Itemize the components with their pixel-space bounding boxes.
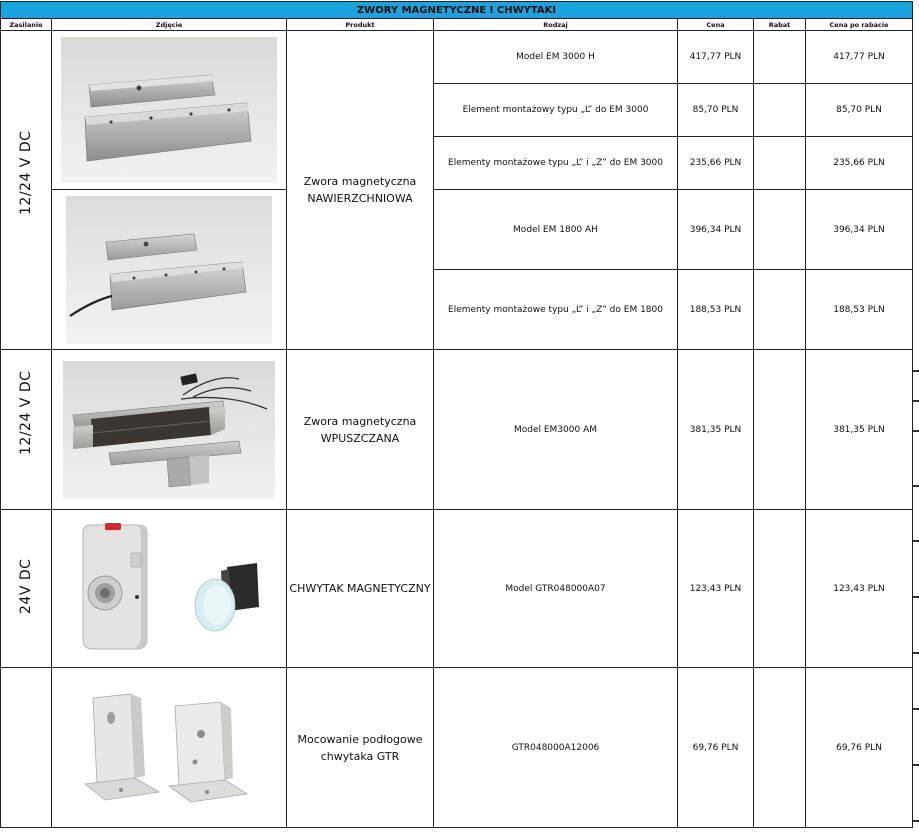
produkt-cell: [287, 31, 434, 350]
cena-po-rabacie-cell: 417,77 PLN: [806, 31, 913, 84]
produkt-name: Zwora magnetyczna: [303, 175, 417, 188]
cena-po-rabacie-cell: 381,35 PLN: [806, 350, 913, 510]
header-produkt: Produkt: [287, 19, 434, 31]
produkt-name: Zwora magnetyczna: [303, 414, 417, 428]
cena-cell: 188,53 PLN: [678, 270, 754, 350]
price-table: [0, 1, 913, 828]
table-row: [1, 350, 913, 510]
em3000am-image: [63, 361, 275, 499]
photo-cell: [52, 31, 287, 190]
rodzaj-cell: Elementy montażowe typu „L” i „Z” do EM 1800: [434, 270, 678, 350]
cena-cell: 69,76 PLN: [678, 668, 754, 828]
header-cena-po-rabacie: Cena po rabacie: [806, 19, 913, 31]
gtr-floor-bracket-image: [79, 692, 259, 804]
cena-cell: 417,77 PLN: [678, 31, 754, 84]
cena-cell: 381,35 PLN: [678, 350, 754, 510]
produkt-cell: [287, 668, 434, 828]
produkt-name: Mocowanie podłogowe: [297, 732, 423, 746]
photo-cell: [52, 190, 287, 350]
table-row: [1, 668, 913, 828]
table-row: [1, 190, 913, 270]
em1800ah-photo: [52, 196, 286, 344]
rabat-cell: [754, 190, 806, 270]
rodzaj-cell: Model GTR048000A07: [434, 510, 678, 668]
table-row: [1, 31, 913, 84]
cena-po-rabacie-cell: 69,76 PLN: [806, 668, 913, 828]
em1800ah-image: [66, 196, 272, 344]
cena-po-rabacie-cell: 188,53 PLN: [806, 270, 913, 350]
header-row: [1, 19, 913, 31]
cena-po-rabacie-cell: 85,70 PLN: [806, 84, 913, 137]
cena-cell: 85,70 PLN: [678, 84, 754, 137]
table-title: ZWORY MAGNETYCZNE I CHWYTAKI: [1, 2, 913, 19]
produkt-cell: [287, 350, 434, 510]
rodzaj-cell: Element montażowy typu „L” do EM 3000: [434, 84, 678, 137]
cena-po-rabacie-cell: 396,34 PLN: [806, 190, 913, 270]
cena-cell: 235,66 PLN: [678, 137, 754, 190]
photo-cell: [52, 668, 287, 828]
rabat-cell: [754, 137, 806, 190]
gtr-floor-bracket-photo: [52, 692, 286, 804]
gtr-holder-image: [69, 519, 269, 659]
zasilanie-label: 24V DC: [18, 558, 34, 614]
rodzaj-cell: Model EM 3000 H: [434, 31, 678, 84]
zasilanie-label: 12/24 V DC: [18, 130, 34, 215]
zasilanie-cell: [1, 31, 52, 350]
zasilanie-cell: [1, 668, 52, 828]
gtr-holder-photo: [52, 519, 286, 659]
zasilanie-label: 12/24 V DC: [18, 370, 34, 455]
rabat-cell: [754, 84, 806, 137]
produkt-type: NAWIERZCHNIOWA: [307, 192, 413, 205]
rabat-cell: [754, 668, 806, 828]
adjacent-sheet-edge: [912, 370, 919, 830]
cena-po-rabacie-cell: 123,43 PLN: [806, 510, 913, 668]
rodzaj-cell: Elementy montażowe typu „L” i „Z” do EM 3000: [434, 137, 678, 190]
rabat-cell: [754, 510, 806, 668]
em3000am-photo: [52, 361, 286, 499]
header-cena: Cena: [678, 19, 754, 31]
photo-cell: [52, 350, 287, 510]
produkt-name: CHWYTAK MAGNETYCZNY: [289, 582, 431, 595]
title-row: [1, 2, 913, 19]
rodzaj-cell: Model EM3000 AM: [434, 350, 678, 510]
rabat-cell: [754, 350, 806, 510]
header-rodzaj: Rodzaj: [434, 19, 678, 31]
cena-cell: 123,43 PLN: [678, 510, 754, 668]
produkt-type: WPUSZCZANA: [320, 431, 400, 445]
photo-cell: [52, 510, 287, 668]
em3000h-photo: [52, 37, 286, 183]
header-zasilanie: Zasilanie: [1, 19, 52, 31]
em3000h-image: [61, 37, 277, 183]
cena-cell: 396,34 PLN: [678, 190, 754, 270]
rabat-cell: [754, 270, 806, 350]
header-rabat: Rabat: [754, 19, 806, 31]
zasilanie-cell: [1, 350, 52, 510]
produkt-type: chwytaka GTR: [320, 749, 400, 763]
rodzaj-cell: GTR048000A12006: [434, 668, 678, 828]
produkt-cell: [287, 510, 434, 668]
rabat-cell: [754, 31, 806, 84]
header-zdjecie: Zdjęcie: [52, 19, 287, 31]
table-row: [1, 510, 913, 668]
rodzaj-cell: Model EM 1800 AH: [434, 190, 678, 270]
cena-po-rabacie-cell: 235,66 PLN: [806, 137, 913, 190]
zasilanie-cell: [1, 510, 52, 668]
